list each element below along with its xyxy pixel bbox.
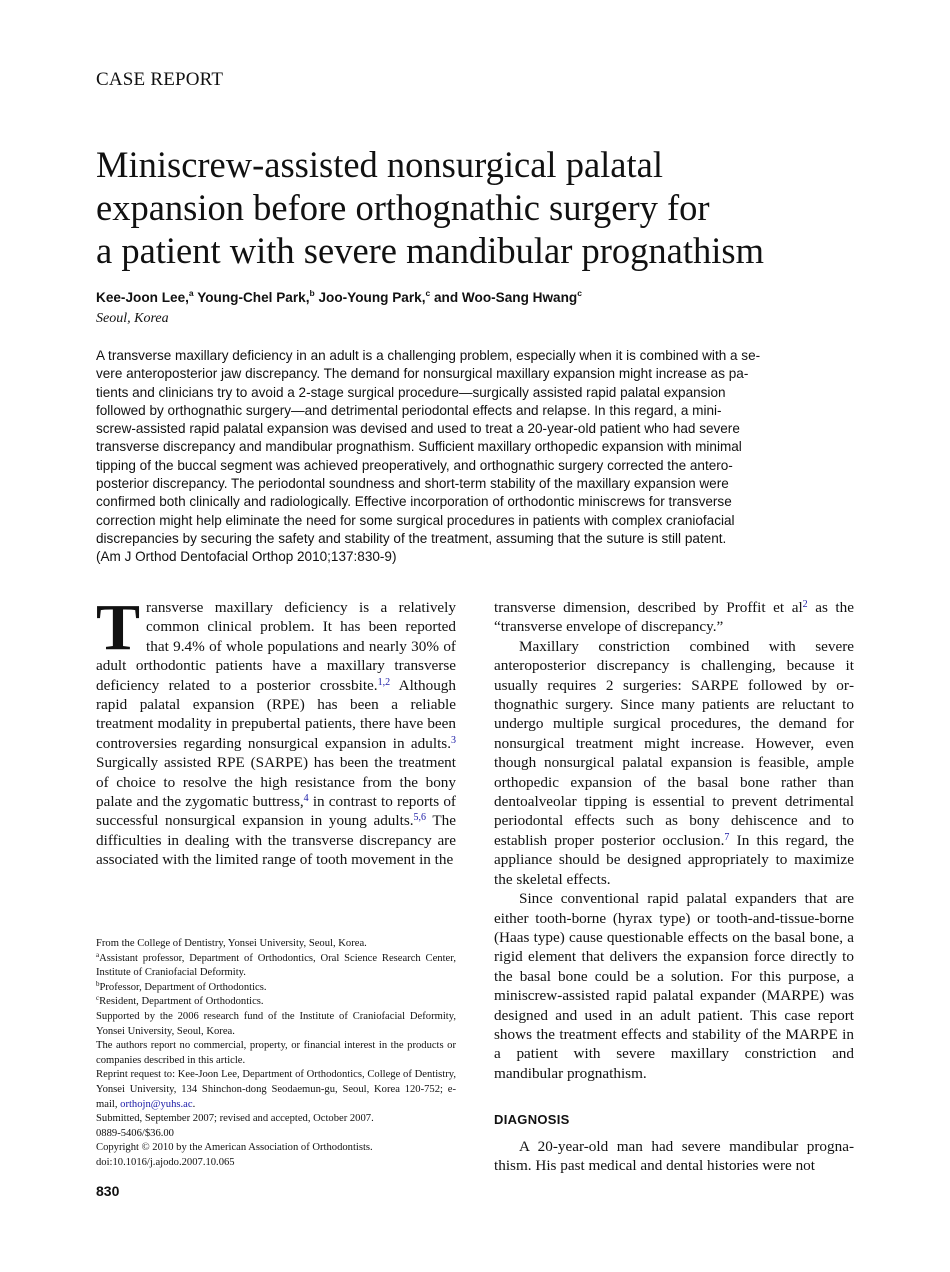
footnotes — [96, 937, 456, 1171]
footnote-mark: c — [96, 994, 100, 1003]
footnote-affiliation: From the College of Dentistry, Yonsei University, Seoul, Korea. — [96, 938, 367, 949]
body-text: Although rapid palatal expansion (RPE) has been a reliable treatment modality in prepubertal patients, there have been controversies regarding nonsurgical expansion in adults. — [96, 676, 456, 752]
title-line: expansion before orthognathic surgery for — [96, 187, 710, 228]
footnote-author-c — [96, 995, 456, 1010]
author-name: Kee-Joon Lee, — [96, 290, 189, 305]
body-text: in contrast to reports of successful nonsurgical expansion in young adults. — [96, 793, 456, 830]
citation-link[interactable]: 1,2 — [377, 676, 391, 688]
body-text: as the “transverse envelope of discrepancy.” — [494, 599, 854, 636]
section-label: CASE REPORT — [96, 69, 224, 90]
citation-link[interactable]: 5,6 — [413, 812, 427, 824]
footnote-reprint — [96, 1068, 456, 1112]
author-name: Joo-Young Park, — [318, 290, 426, 305]
citation-link[interactable]: 7 — [724, 831, 730, 843]
footnote-submitted: Submitted, September 2007; revised and accepted, October 2007. — [96, 1113, 374, 1125]
body-column-right — [494, 598, 854, 1175]
footnote-copyright: Copyright © 2010 by the American Association of Orthodontists. — [96, 1142, 373, 1154]
abstract-line: vere anteroposterior jaw discrepancy. The demand for nonsurgical maxillary expansion might increase as pa- — [96, 366, 749, 382]
intro-paragraph — [96, 591, 456, 870]
body-text: Maxillary constriction combined with severe anteroposterior discrepancy is challenging, because it usually requires 2 surgeries: SARPE followed by orthognathic surgery. Since many patients are reluctant to undergo multiple surgical procedures, the demand for nonsurgical treatment might increase. However, even though nonsurgical palatal expansion is feasible, ample orthopedic expansion of the basal bone rather than dentoalveolar tipping is essential to prevent detrimental periodontal effects such as bony dehiscence and to establish proper posterior occlusion. — [494, 637, 854, 849]
footnote-mark: b — [96, 979, 100, 988]
body-paragraph: Since conventional rapid palatal expanders that are either tooth-borne (hyrax type) or tooth-and-tissue-borne (Haas type) cause questionable effects on the basal bone, a rigid element that delivers the expansion force directly to the basal bone could be a solution. For this purpose, a miniscrew-assisted rapid palatal expander (MARPE) was designed and used in an adult patient. This case report shows the treatment effects and stability of the MARPE in a patient with severe maxillary constriction and mandibular prognathism. — [494, 890, 854, 1082]
abstract-line: discrepancies by securing the safety and stability of the treatment, assuming that the suture is still patent. — [96, 530, 727, 546]
footnote-disclosure: The authors report no commercial, property, or financial interest in the products or companies described in this article. — [96, 1040, 456, 1066]
abstract — [96, 347, 854, 567]
footnote-mark: a — [96, 950, 100, 959]
abstract-line: followed by orthognathic surgery—and detrimental periodontal effects and relapse. In this regard, a mini- — [96, 402, 722, 418]
footnote-text: Assistant professor, Department of Orthodontics, Oral Science Research Center, Institute of Craniofacial Deformity. — [96, 952, 456, 979]
section-heading-diagnosis: DIAGNOSIS — [494, 1112, 570, 1128]
footnote-issn: 0889-5406/$36.00 — [96, 1127, 174, 1139]
abstract-line: screw-assisted rapid palatal expansion was devised and used to treat a 20-year-old patient who had severe — [96, 421, 740, 437]
author-name: and Woo-Sang Hwang — [433, 290, 578, 305]
body-text: ransverse maxillary deficiency is a relatively common clinical problem. It has been reported that 9.4% of whole populations and nearly 30% of adult orthodontic patients have a maxillary transverse deficiency related to a posterior crossbite. — [96, 599, 456, 694]
abstract-line: correction might help eliminate the need for some surgical procedures in patients with complex craniofacial — [96, 512, 735, 528]
abstract-line: A transverse maxillary deficiency in an adult is a challenging problem, especially when it is combined with a se- — [96, 348, 761, 363]
footnote-text: Professor, Department of Orthodontics. — [99, 981, 267, 993]
body-paragraph: A 20-year-old man had severe mandibular prognathism. His past medical and dental histories were not — [494, 1137, 854, 1174]
author-affiliation-mark: b — [309, 288, 315, 298]
citation-link[interactable]: 3 — [451, 734, 456, 746]
email-link[interactable]: orthojn@yuhs.ac — [120, 1098, 193, 1110]
author-affiliation-mark: c — [425, 288, 431, 298]
footnote-text: Resident, Department of Orthodontics. — [99, 996, 264, 1008]
abstract-line: transverse discrepancy and mandibular prognathism. Sufficient maxillary orthopedic expansion with minimal — [96, 439, 742, 455]
author-affiliation-mark: c — [577, 288, 582, 298]
footnote-author-a — [96, 952, 456, 981]
citation-link[interactable]: 2 — [802, 599, 808, 610]
body-text: In this regard, the appliance should be designed appropriately to maximize the skeletal effects. — [494, 831, 855, 888]
abstract-line: (Am J Orthod Dentofacial Orthop 2010;137:830-9) — [96, 549, 397, 565]
body-paragraph — [494, 598, 854, 637]
abstract-line: confirmed both clinically and radiologically. Effective incorporation of orthodontic miniscrews for transverse — [96, 494, 732, 510]
footnote-text: Reprint request to: Kee-Joon Lee, Department of Orthodontics, College of Dentistry, Yonsei University, 134 Shinchon-dong Seodaemun-gu, Seoul, Korea 120-752; e-mail, — [96, 1069, 456, 1110]
title-line: a patient with severe mandibular prognathism — [96, 230, 764, 271]
body-column-left — [96, 591, 456, 870]
footnote-text: . — [192, 1098, 196, 1110]
body-text: Surgically assisted RPE (SARPE) has been the treatment of choice to resolve the high resistance from the bony palate and the zygomatic buttress, — [96, 754, 456, 811]
footnote-author-b — [96, 981, 456, 996]
footnote-funding: Supported by the 2006 research fund of the Institute of Craniofacial Deformity, Yonsei University, Seoul, Korea. — [96, 1010, 456, 1037]
body-text: transverse dimension, described by Proffit et al — [494, 599, 803, 616]
article-title — [96, 143, 856, 272]
body-paragraph — [494, 637, 854, 889]
footnote-doi: doi:10.1016/j.ajodo.2007.10.065 — [96, 1156, 235, 1168]
page-number: 830 — [96, 1183, 120, 1199]
author-location: Seoul, Korea — [96, 311, 169, 326]
body-text: The difficulties in dealing with the transverse discrepancy are associated with the limited range of tooth movement in the — [96, 812, 456, 869]
drop-cap: T — [96, 591, 141, 664]
citation-link[interactable]: 4 — [303, 793, 309, 805]
author-list — [96, 290, 582, 305]
title-line: Miniscrew-assisted nonsurgical palatal — [96, 144, 663, 185]
abstract-line: tipping of the buccal segment was achieved preoperatively, and orthognathic surgery corrected the antero- — [96, 457, 733, 473]
abstract-line: posterior discrepancy. The periodontal soundness and short-term stability of the maxillary expansion were — [96, 476, 729, 492]
abstract-line: tients and clinicians try to avoid a 2-stage surgical procedure—surgically assisted rapid palatal expansion — [96, 384, 726, 400]
author-affiliation-mark: a — [188, 288, 194, 298]
author-name: Young-Chel Park, — [197, 290, 310, 305]
